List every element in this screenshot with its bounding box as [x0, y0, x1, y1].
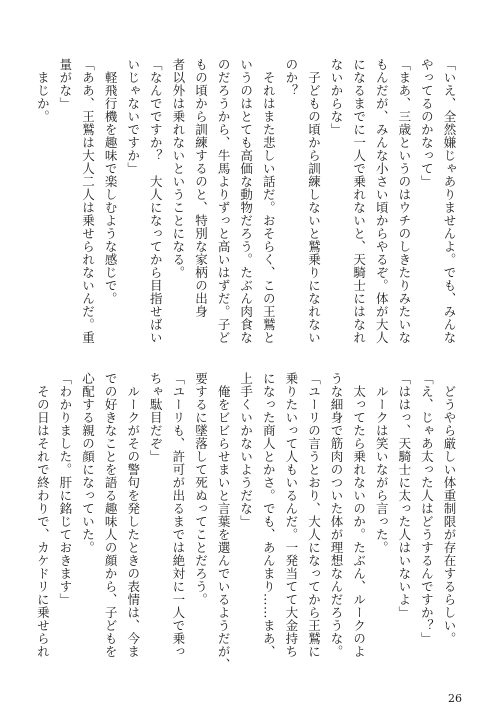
text-line: もんだが、みんな小さい頃からやるぞ。体が大人 [374, 58, 390, 344]
text-line: 「ユーリの言うとおり、大人になってから王鷲に [306, 372, 322, 658]
text-line: になるまでに一人で乗れないと、天騎士にはなれ [351, 58, 367, 344]
text-line: 「なんでですか？ 大人になってから目指せばい [148, 58, 164, 344]
text-line: もの頃から訓練するのと、特別な家柄の出身 [193, 58, 209, 318]
text-line: 乗りたいって人もいるんだ。一発当てて大金持ち [283, 372, 299, 658]
text-line: 「ははっ、天騎士に太った人はいないよ」 [396, 372, 412, 619]
text-line: 量がな」 [57, 58, 73, 110]
text-line: になった商人とかさ。でも、あんまり……まあ、 [261, 372, 277, 658]
text-line: 子どもの頃から訓練しないと鷲乗りになれない [306, 58, 322, 344]
text-line: 「ああ、王鷲は大人二人は乗せられないんだ。重 [80, 58, 96, 344]
text-line: での好きなことを語る趣味人の顔から、子どもを [103, 372, 119, 658]
text-line: 「いえ、全然嫌じゃありませんよ。でも、みんな [442, 58, 457, 344]
text-line: ルークは笑いながら言った。 [374, 372, 390, 554]
text-line: のだろうから、牛馬よりずっと高いはずだ。子ど [216, 58, 232, 344]
text-line: いうのはとても高価な動物だろう。たぶん肉食な [238, 58, 254, 344]
text-line: 俺をビビらせまいと言葉を選んでいるようだが、 [216, 372, 232, 671]
page-number: 26 [448, 692, 462, 705]
text-line: ルークがその警句を発したときの表情は、今ま [125, 372, 141, 658]
text-line: やってるのかなって」 [419, 58, 435, 188]
text-line: ちゃ駄目だぞ」 [148, 372, 164, 463]
text-line: 「ユーリも、許可が出るまでは絶対に一人で乗っ [170, 372, 186, 658]
text-line: うな細身で筋肉のついた体が理想なんだろうな。 [329, 372, 345, 658]
text-line: 「え、じゃあ太った人はどうするんですか？」 [419, 372, 435, 645]
text-line: 心配する親の顔になっていた。 [80, 372, 96, 554]
text-line: まじか。 [35, 58, 51, 123]
text-line: 「まあ、三歳というのはウチのしきたりみたいな [396, 58, 412, 344]
text-line: その日はそれで終わりで、カケドリに乗せられ [35, 372, 51, 658]
text-line: どうやら厳しい体重制限が存在するらしい。 [442, 372, 457, 645]
bottom-text-block [35, 372, 460, 672]
text-line: 上手くいかないようだな」 [238, 372, 254, 528]
text-line: 者以外は乗れないということになる。 [170, 58, 186, 279]
text-line: 軽飛行機を趣味で楽しむような感じで。 [103, 58, 119, 305]
top-text-block [35, 58, 460, 358]
text-line: のか？ [283, 58, 299, 97]
text-line: 要するに墜落して死ぬってことだろう。 [193, 372, 209, 606]
text-line: それはまた悲しい話だ。おそらく、この王鷲と [261, 58, 277, 344]
text-line: いじゃないですか」 [125, 58, 141, 175]
text-line: 太ってたら乗れないのか。たぶん、ルークのよ [351, 372, 367, 658]
text-line: 「わかりました。肝に銘じておきます」 [57, 372, 73, 606]
text-line: ないからな」 [329, 58, 345, 136]
